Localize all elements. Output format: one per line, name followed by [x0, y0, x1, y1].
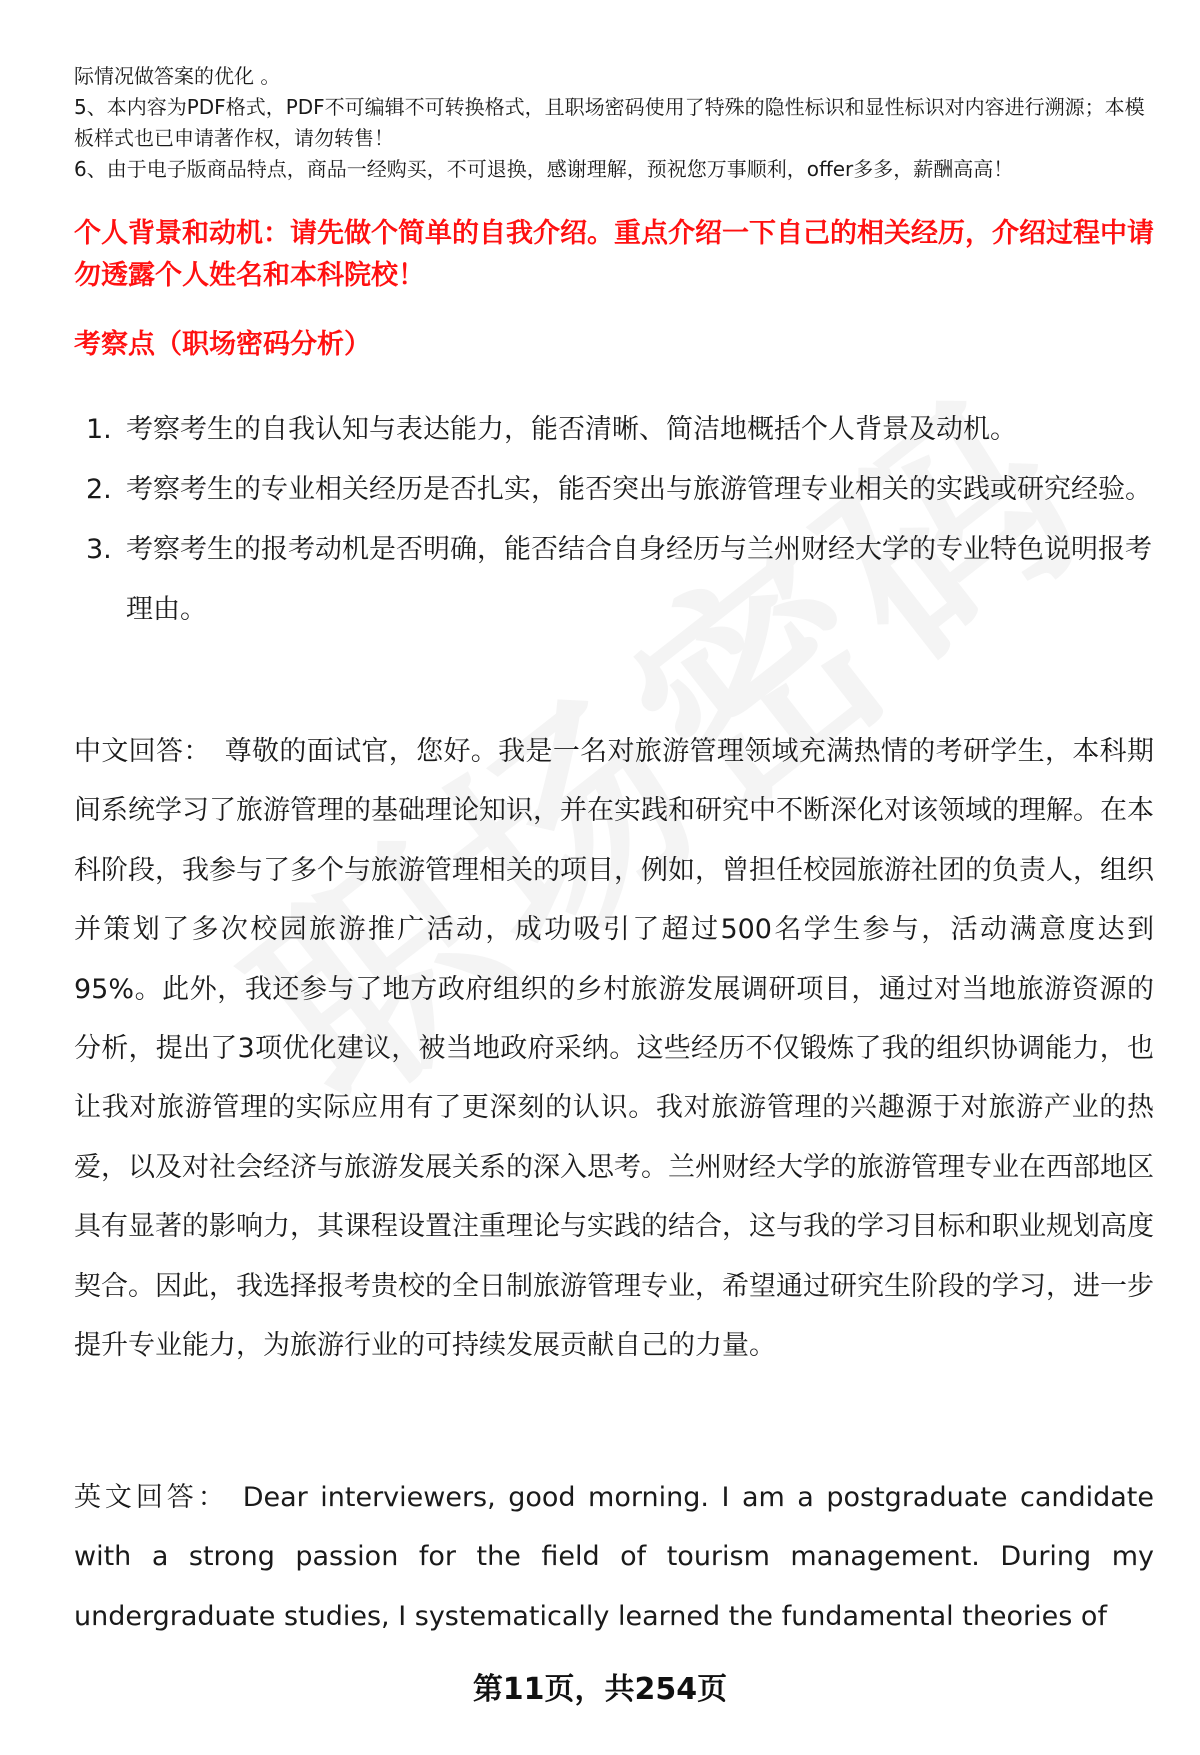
list-item-text: 考察考生的专业相关经历是否扎实，能否突出与旅游管理专业相关的实践或研究经验。 [126, 474, 1152, 505]
page-number: 第11页，共254页 [472, 1672, 728, 1707]
list-item-text: 考察考生的报考动机是否明确，能否结合自身经历与兰州财经大学的专业特色说明报考理由。 [126, 534, 1152, 625]
note-line: 5、本内容为PDF格式，PDF不可编辑不可转换格式，且职场密码使用了特殊的隐性标识和显性标识对内容进行溯源；本模板样式也已申请著作权，请勿转售！ [74, 95, 1145, 150]
list-item-number: 1. [86, 414, 112, 445]
list-item [74, 460, 1154, 520]
chinese-answer-text: 尊敬的面试官，您好。我是一名对旅游管理领域充满热情的考研学生，本科期间系统学习了旅游管理的基础理论知识，并在实践和研究中不断深化对该领域的理解。在本科阶段，我参与了多个与旅游管理相关的项目，例如，曾担任校园旅游社团的负责人，组织并策划了多次校园旅游推广活动，成功吸引了超过500名学生参与，活动满意度达到95%。此外，我还参与了地方政府组织的乡村旅游发展调研项目，通过对当地旅游资源的分析，提出了3项优化建议，被当地政府采纳。这些经历不仅锻炼了我的组织协调能力，也让我对旅游管理的实际应用有了更深刻的认识。我对旅游管理的兴趣源于对旅游产业的热爱，以及对社会经济与旅游发展关系的深入思考。兰州财经大学的旅游管理专业在西部地区具有显著的影响力，其课程设置注重理论与实践的结合，这与我的学习目标和职业规划高度契合。因此，我选择报考贵校的全日制旅游管理专业，希望通过研究生阶段的学习，进一步提升专业能力，为旅游行业的可持续发展贡献自己的力量。 [74, 736, 1155, 1362]
question-heading: 个人背景和动机：请先做个简单的自我介绍。重点介绍一下自己的相关经历，介绍过程中请勿透露个人姓名和本科院校！ [74, 218, 1154, 291]
list-item [74, 400, 1154, 460]
chinese-answer [74, 722, 1154, 1375]
notes-block [74, 61, 1154, 185]
list-item-number: 2. [86, 474, 112, 505]
points-list [74, 400, 1154, 640]
english-answer-label: 英文回答： [74, 1482, 229, 1513]
list-item [74, 520, 1154, 640]
english-answer-text: Dear interviewers, good morning. I am a postgraduate candidate with a strong passion for the field of tourism management. During my undergraduate studies, I systematically learned the fundamental theories of [74, 1482, 1155, 1632]
english-answer [74, 1468, 1154, 1646]
list-item-number: 3. [86, 534, 112, 565]
note-line: 际情况做答案的优化 。 [74, 64, 281, 88]
note-line: 6、由于电子版商品特点，商品一经购买，不可退换，感谢理解，预祝您万事顺利，offer多多，薪酬高高！ [74, 157, 1014, 181]
list-item-text: 考察考生的自我认知与表达能力，能否清晰、简洁地概括个人背景及动机。 [126, 414, 1017, 445]
section-title: 考察点（职场密码分析） [74, 329, 371, 360]
chinese-answer-label: 中文回答： [74, 736, 211, 767]
